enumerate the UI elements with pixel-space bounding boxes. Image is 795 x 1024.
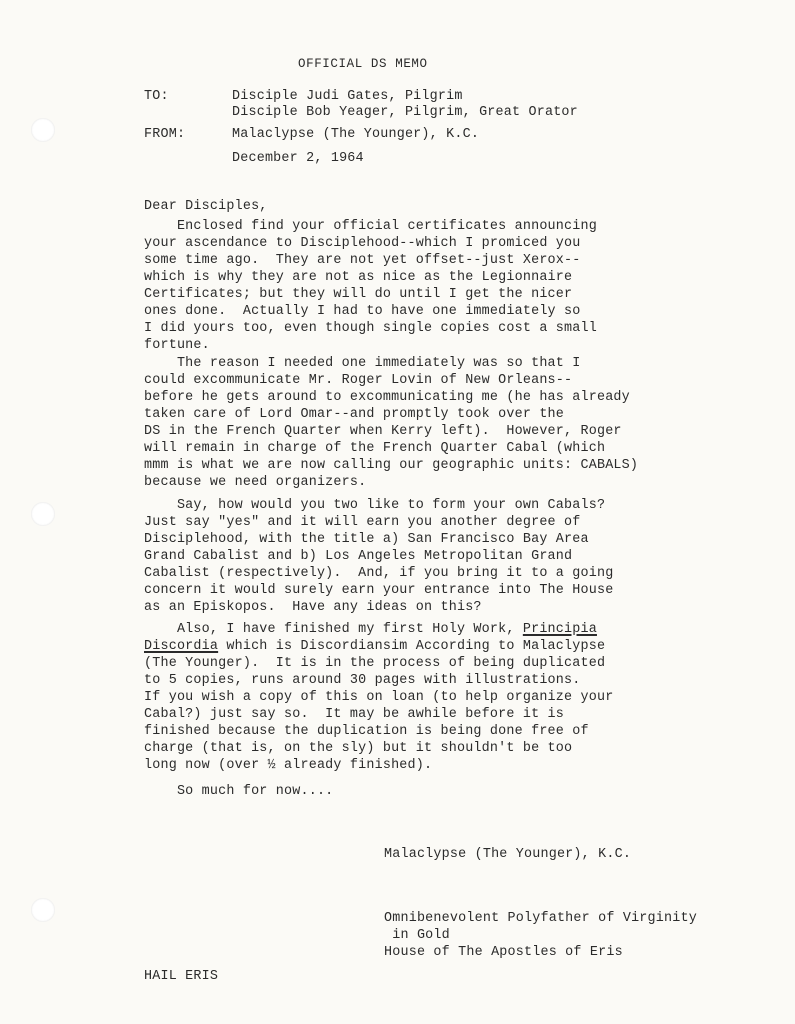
punch-hole: [31, 502, 55, 526]
book-title-underlined: Principia: [522, 622, 597, 637]
paragraph-4-line: finished because the duplication is being done free of: [144, 724, 589, 739]
paragraph-3-line: Grand Cabalist and b) Los Angeles Metropolitan Grand: [144, 549, 573, 564]
salutation: Dear Disciples,: [144, 199, 268, 214]
signature-title: in Gold: [384, 928, 450, 943]
signature-house: House of The Apostles of Eris: [384, 945, 623, 960]
memo-date: December 2, 1964: [232, 151, 364, 166]
paragraph-1-line: fortune.: [144, 338, 210, 353]
paragraph-4-line: (The Younger). It is in the process of being duplicated: [144, 656, 606, 671]
paragraph-2-line: will remain in charge of the French Quarter Cabal (which: [144, 441, 606, 456]
hail-eris-footer: HAIL ERIS: [144, 969, 219, 984]
paragraph-4-line: Cabal?) just say so. It may be awhile before it is: [144, 707, 565, 722]
paragraph-1-line: which is why they are not as nice as the Legionnaire: [144, 270, 573, 285]
paragraph-3-line: Say, how would you two like to form your own Cabals?: [144, 498, 606, 513]
paragraph-1-line: ones done. Actually I had to have one immediately so: [144, 304, 581, 319]
punch-hole: [31, 898, 55, 922]
paragraph-4-line: charge (that is, on the sly) but it shouldn't be too: [144, 741, 573, 756]
paragraph-3-line: as an Episkopos. Have any ideas on this?: [144, 600, 482, 615]
paragraph-4-text: which is Discordiansim According to Malaclypse: [218, 639, 606, 654]
paragraph-4-text: Also, I have finished my first Holy Work,: [144, 622, 523, 637]
paragraph-3-line: concern it would surely earn your entrance into The House: [144, 583, 614, 598]
paragraph-2-line: mmm is what we are now calling our geographic units: CABALS): [144, 458, 639, 473]
signature-title: Omnibenevolent Polyfather of Virginity: [384, 911, 697, 926]
paragraph-3-line: Just say "yes" and it will earn you another degree of: [144, 515, 581, 530]
paragraph-4-line: If you wish a copy of this on loan (to help organize your: [144, 690, 614, 705]
memo-title: OFFICIAL DS MEMO: [298, 57, 428, 71]
to-recipient-1: Disciple Judi Gates, Pilgrim: [232, 89, 463, 104]
paragraph-2-line: before he gets around to excommunicating me (he has already: [144, 390, 630, 405]
paragraph-3-line: Disciplehood, with the title a) San Francisco Bay Area: [144, 532, 589, 547]
from-sender: Malaclypse (The Younger), K.C.: [232, 127, 480, 142]
paragraph-3-line: Cabalist (respectively). And, if you bring it to a going: [144, 566, 614, 581]
closing-line: So much for now....: [144, 784, 334, 799]
paragraph-4-line: [144, 621, 597, 638]
paragraph-1-line: Certificates; but they will do until I get the nicer: [144, 287, 573, 302]
paragraph-1-line: your ascendance to Disciplehood--which I promiced you: [144, 236, 581, 251]
punch-hole: [31, 118, 55, 142]
paragraph-1-line: some time ago. They are not yet offset--just Xerox--: [144, 253, 581, 268]
book-title-underlined: Discordia: [144, 639, 219, 654]
from-label: FROM:: [144, 127, 186, 142]
paragraph-4-line: to 5 copies, runs around 30 pages with illustrations.: [144, 673, 581, 688]
paragraph-4-line: long now (over ½ already finished).: [144, 758, 433, 773]
paragraph-4-line: [144, 638, 605, 655]
to-recipient-2: Disciple Bob Yeager, Pilgrim, Great Orator: [232, 105, 578, 120]
paragraph-2-line: DS in the French Quarter when Kerry left). However, Roger: [144, 424, 622, 439]
paragraph-2-line: The reason I needed one immediately was so that I: [144, 356, 581, 371]
paragraph-2-line: because we need organizers.: [144, 475, 367, 490]
paragraph-1-line: Enclosed find your official certificates announcing: [144, 219, 597, 234]
paragraph-2-line: could excommunicate Mr. Roger Lovin of New Orleans--: [144, 373, 573, 388]
paragraph-2-line: taken care of Lord Omar--and promptly took over the: [144, 407, 565, 422]
paragraph-1-line: I did yours too, even though single copies cost a small: [144, 321, 597, 336]
signature-name: Malaclypse (The Younger), K.C.: [384, 847, 632, 862]
to-label: TO:: [144, 89, 169, 104]
